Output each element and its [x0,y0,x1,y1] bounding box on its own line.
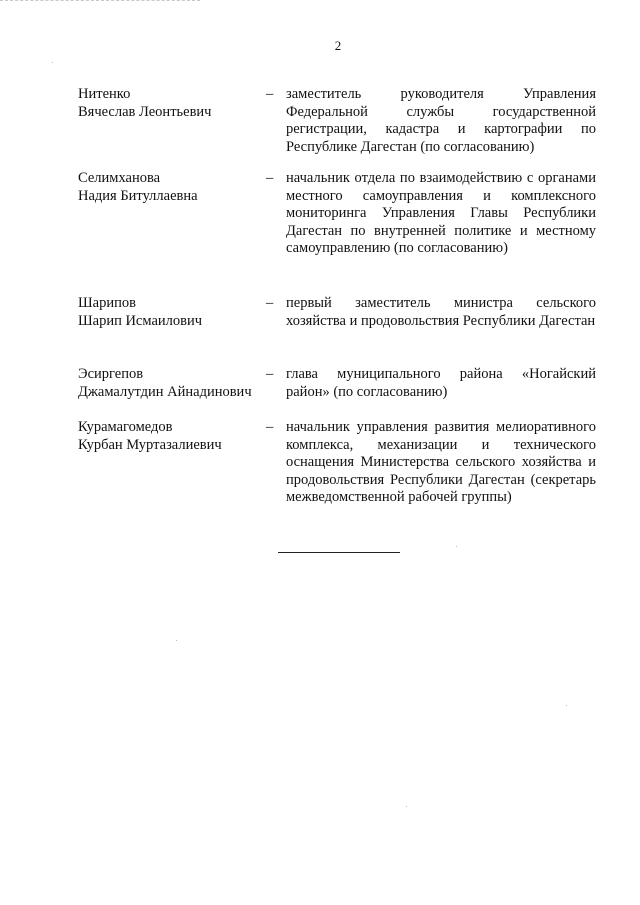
member-name [78,295,266,330]
scan-speck [52,62,53,63]
dash-separator: – [266,366,274,382]
member-surname: Эсиргепов [78,366,144,382]
member-entry [78,419,596,507]
member-given-names: Надия Битуллаевна [78,187,198,204]
member-surname: Курамагомедов [78,419,173,435]
member-given-names: Курбан Муртазалиевич [78,436,222,453]
dash-separator: – [266,86,274,102]
member-given-names: Джамалутдин Айнадинович [78,383,252,400]
member-position: глава муниципального района «Ногайский район» (по согласованию) [286,366,596,400]
scan-speck [456,546,457,547]
member-name [78,419,266,454]
member-name [78,366,266,401]
scan-speck [406,806,407,807]
member-entry [78,366,596,401]
member-position: начальник отдела по взаимодействию с органами местного самоуправления и комплексного мониторинга Управления Главы Республики Дагестан по внутренней политике и местному самоуправлению (по согласованию) [286,170,596,256]
dash-separator: – [266,295,274,311]
member-position: начальник управления развития мелиоративного комплекса, механизации и технического оснащения Министерства сельского хозяйства и продовольствия Республики Дагестан (секретарь межведомственной рабочей группы) [286,419,596,505]
member-entry [78,295,596,347]
dash-separator: – [266,419,274,435]
member-name [78,86,266,121]
closing-rule [278,552,400,553]
member-given-names: Шарип Исмаилович [78,312,203,329]
member-position: первый заместитель министра сельского хозяйства и продовольствия Республики Дагестан [286,295,596,329]
member-surname: Селимханова [78,170,161,186]
scan-speck [176,640,177,641]
member-entry [78,170,596,275]
member-list [78,86,596,507]
member-entry [78,86,596,156]
member-surname: Шарипов [78,295,136,311]
member-name [78,170,266,205]
dash-separator: – [266,170,274,186]
member-position: заместитель руководителя Управления Федеральной службы государственной регистрации, кадастра и картографии по Республике Дагестан (по согласованию) [286,86,596,155]
member-surname: Нитенко [78,86,131,102]
member-given-names: Вячеслав Леонтьевич [78,103,212,120]
scan-speck [566,705,567,706]
scan-edge-rule [0,0,200,2]
page-number: 2 [334,38,342,53]
